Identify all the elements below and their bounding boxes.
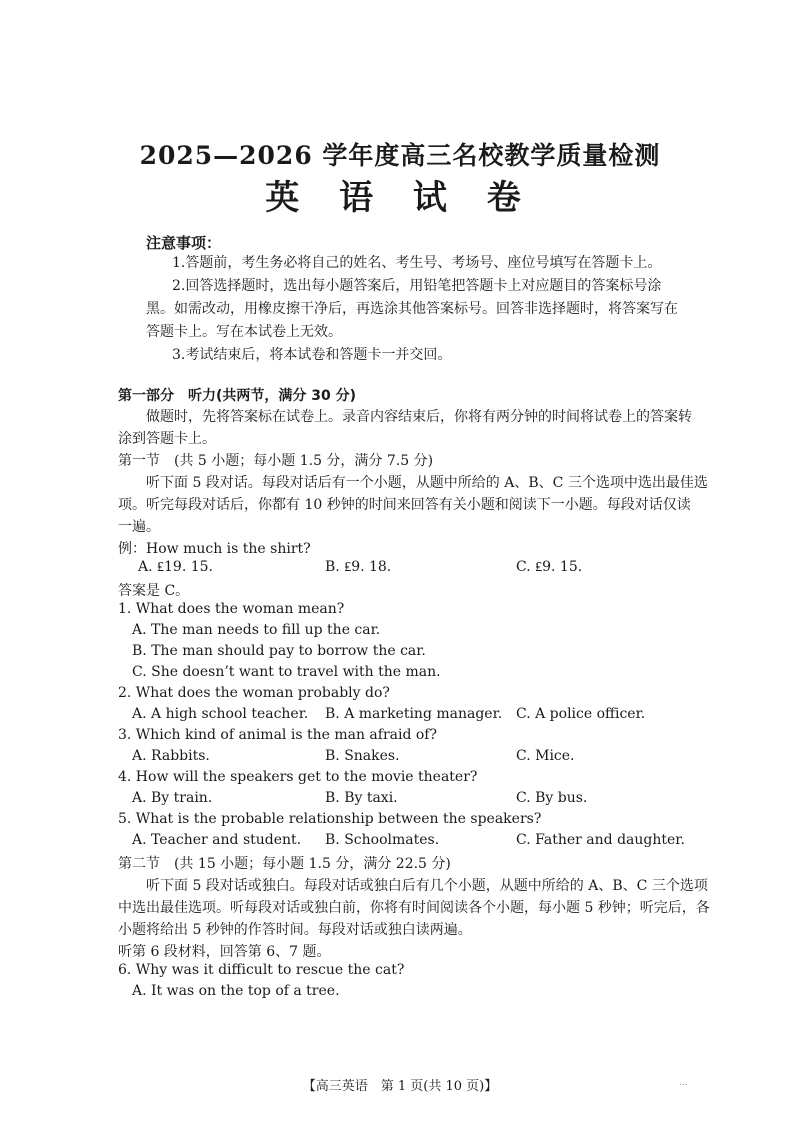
q6-option-a: A. It was on the top of a tree. bbox=[132, 983, 340, 999]
q4-option-b: B. By taxi. bbox=[325, 790, 398, 806]
q4-option-c: C. By bus. bbox=[516, 790, 588, 806]
part1-intro-b: 涂到答题卡上。 bbox=[118, 431, 216, 447]
q5-question: 5. What is the probable relationship between the speakers? bbox=[118, 811, 542, 827]
part1-intro-a: 做题时，先将答案标在试卷上。录音内容结束后，你将有两分钟的时间将试卷上的答案转 bbox=[146, 409, 692, 425]
notice-line-3: 3.考试结束后，将本试卷和答题卡一并交回。 bbox=[172, 347, 452, 363]
example-answer: 答案是 C。 bbox=[118, 583, 190, 599]
exam-title: 2025—2026 学年度高三名校教学质量检测 bbox=[139, 141, 661, 170]
q3-question: 3. Which kind of animal is the man afraid of? bbox=[118, 727, 437, 743]
q2-option-a: A. A high school teacher. bbox=[132, 706, 309, 722]
section1-intro-b: 项。听完每段对话后，你都有 10 秒钟的时间来回答有关小题和阅读下一小题。每段对话仅读 bbox=[118, 497, 691, 513]
q2-question: 2. What does the woman probably do? bbox=[118, 685, 390, 701]
section2-intro-b: 中选出最佳选项。听每段对话或独白前，你将有时间阅读各个小题，每小题 5 秒钟；听完后，各 bbox=[118, 900, 710, 916]
q1-option-a: A. The man needs to fill up the car. bbox=[132, 622, 381, 638]
example-option-c: C. ₤9. 15. bbox=[516, 559, 583, 575]
subject-title: 英 语 试 卷 bbox=[265, 178, 535, 218]
notice-line-2b: 黑。如需改动，用橡皮擦干净后，再选涂其他答案标号。回答非选择题时，将答案写在 bbox=[146, 301, 678, 317]
q3-option-b: B. Snakes. bbox=[325, 748, 400, 764]
section2-heading: 第二节 (共 15 小题；每小题 1.5 分，满分 22.5 分) bbox=[118, 856, 451, 872]
q2-option-c: C. A police officer. bbox=[516, 706, 646, 722]
q5-option-b: B. Schoolmates. bbox=[325, 832, 440, 848]
section1-heading: 第一节 (共 5 小题；每小题 1.5 分，满分 7.5 分) bbox=[118, 453, 434, 469]
q4-option-a: A. By train. bbox=[132, 790, 213, 806]
section1-intro-a: 听下面 5 段对话。每段对话后有一个小题，从题中所给的 A、B、C 三个选项中选出最佳选 bbox=[146, 475, 708, 491]
q4-question: 4. How will the speakers get to the movie theater? bbox=[118, 769, 478, 785]
section2-intro-a: 听下面 5 段对话或独白。每段对话或独白后有几个小题，从题中所给的 A、B、C 三个选项 bbox=[146, 878, 708, 894]
q5-option-a: A. Teacher and student. bbox=[132, 832, 302, 848]
q1-question: 1. What does the woman mean? bbox=[118, 601, 345, 617]
section1-intro-c: 一遍。 bbox=[118, 519, 160, 535]
example-option-a: A. ₤19. 15. bbox=[138, 559, 213, 575]
example-question: 例：How much is the shirt? bbox=[118, 541, 311, 557]
q6-question: 6. Why was it difficult to rescue the cat? bbox=[118, 962, 405, 978]
q1-option-c: C. She doesn’t want to travel with the man. bbox=[132, 664, 441, 680]
footer-dots: ... bbox=[679, 1078, 688, 1088]
notice-heading: 注意事项： bbox=[146, 234, 222, 252]
section2-intro-c: 小题将给出 5 秒钟的作答时间。每段对话或独白读两遍。 bbox=[118, 922, 472, 938]
notice-line-2c: 答题卡上。写在本试卷上无效。 bbox=[146, 324, 342, 340]
page-footer: 【高三英语 第 1 页(共 10 页)】 bbox=[302, 1079, 498, 1094]
q3-option-a: A. Rabbits. bbox=[132, 748, 210, 764]
section2-material: 听第 6 段材料，回答第 6、7 题。 bbox=[118, 944, 331, 960]
notice-line-2a: 2.回答选择题时，选出每小题答案后，用铅笔把答题卡上对应题目的答案标号涂 bbox=[172, 278, 662, 294]
part1-heading: 第一部分 听力(共两节，满分 30 分) bbox=[118, 388, 357, 404]
q3-option-c: C. Mice. bbox=[516, 748, 575, 764]
q5-option-c: C. Father and daughter. bbox=[516, 832, 685, 848]
example-option-b: B. ₤9. 18. bbox=[325, 559, 392, 575]
notice-line-1: 1.答题前，考生务必将自己的姓名、考生号、考场号、座位号填写在答题卡上。 bbox=[172, 255, 662, 271]
q2-option-b: B. A marketing manager. bbox=[325, 706, 503, 722]
q1-option-b: B. The man should pay to borrow the car. bbox=[132, 643, 426, 659]
